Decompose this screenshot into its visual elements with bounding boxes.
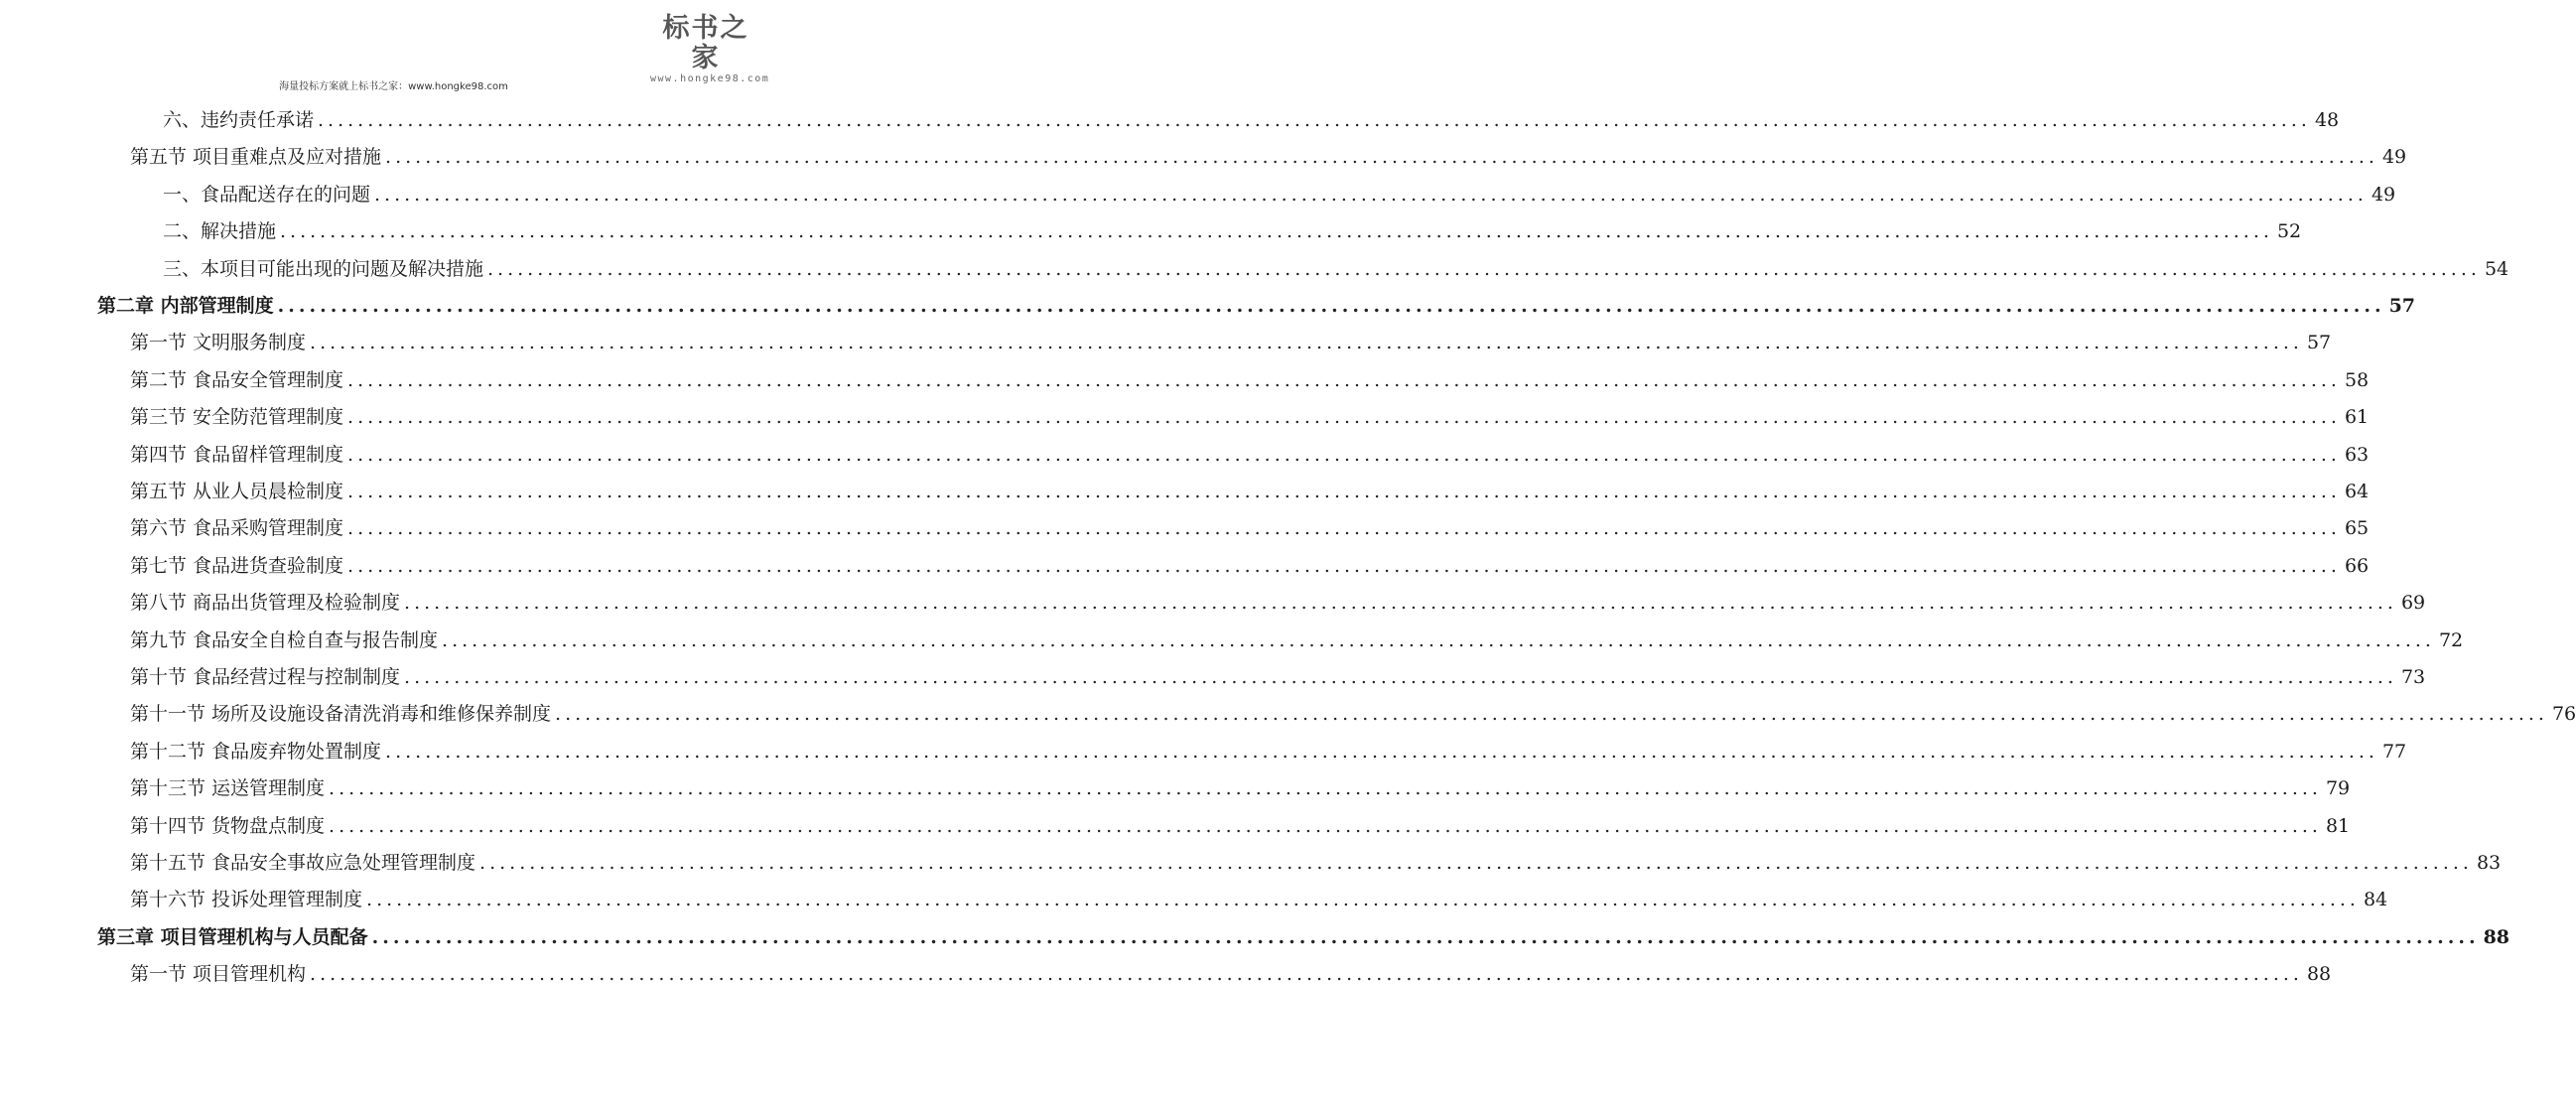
toc-entry[interactable] <box>163 252 2509 282</box>
toc-entry-page: 77 <box>2381 740 2407 763</box>
toc-entry-title: 第十节 食品经营过程与控制制度 <box>130 666 401 688</box>
toc-entry-title: 第六节 食品采购管理制度 <box>130 517 344 540</box>
toc-entry-page: 61 <box>2344 406 2370 429</box>
toc-entry-page: 83 <box>2476 852 2502 874</box>
toc-entry-page: 84 <box>2363 889 2388 911</box>
toc-entry-title: 第二节 食品安全管理制度 <box>130 368 344 391</box>
toc-entry[interactable] <box>130 660 2426 690</box>
toc-entry-page: 73 <box>2400 666 2426 688</box>
toc-entry[interactable] <box>130 809 2351 839</box>
toc-entry[interactable] <box>130 586 2426 616</box>
toc-entry[interactable] <box>163 178 2396 208</box>
toc-entry[interactable] <box>130 400 2370 430</box>
toc-dot-leader: ........................................................................................................................................................................................................ <box>347 368 2341 391</box>
toc-entry[interactable] <box>130 735 2407 765</box>
toc-entry[interactable] <box>130 549 2370 579</box>
toc-entry-page: 48 <box>2314 109 2340 131</box>
toc-entry-title: 第一节 文明服务制度 <box>130 332 307 354</box>
toc-entry-page: 76 <box>2551 703 2576 726</box>
toc-entry-title: 第五节 项目重难点及应对措施 <box>130 146 382 169</box>
toc-dot-leader: ........................................................................................................................................................................................................ <box>347 517 2341 540</box>
toc-dot-leader: ........................................................................................................................................................................................................ <box>280 220 2273 243</box>
toc-entry-page: 63 <box>2344 443 2370 466</box>
toc-dot-leader: ........................................................................................................................................................................................................ <box>329 814 2322 837</box>
toc-entry-title: 三、本项目可能出现的问题及解决措施 <box>163 257 484 280</box>
toc-dot-leader: ........................................................................................................................................................................................................ <box>347 406 2341 429</box>
toc-entry[interactable] <box>130 438 2370 468</box>
toc-entry-title: 第一节 项目管理机构 <box>130 963 307 986</box>
toc-dot-leader: ........................................................................................................................................................................................................ <box>385 740 2378 763</box>
toc-entry-page: 88 <box>2306 963 2332 986</box>
toc-entry[interactable] <box>130 771 2351 801</box>
toc-dot-leader: ........................................................................................................................................................................................................ <box>310 963 2303 986</box>
toc-dot-leader: ........................................................................................................................................................................................................ <box>555 703 2548 726</box>
toc-entry-page: 49 <box>2371 183 2396 206</box>
toc-entry-title: 第十一节 场所及设施设备清洗消毒和维修保养制度 <box>130 703 552 726</box>
toc-entry-title: 第十五节 食品安全事故应急处理管理制度 <box>130 852 476 874</box>
toc-entry-page: 79 <box>2325 777 2351 800</box>
toc-dot-leader: ........................................................................................................................................................................................................ <box>318 109 2311 131</box>
toc-entry-page: 54 <box>2484 257 2509 280</box>
toc-entry-title: 一、食品配送存在的问题 <box>163 183 371 206</box>
toc-dot-leader: ........................................................................................................................................................................................................ <box>404 592 2397 615</box>
toc-dot-leader: ........................................................................................................................................................................................................ <box>371 925 2480 948</box>
toc-entry-title: 第七节 食品进货查验制度 <box>130 554 344 577</box>
toc-entry[interactable] <box>130 846 2502 876</box>
toc-entry[interactable] <box>130 624 2464 653</box>
toc-entry-page: 57 <box>2306 332 2332 354</box>
toc-entry-page: 72 <box>2438 628 2464 651</box>
toc-entry-page: 81 <box>2325 814 2351 837</box>
toc-dot-leader: ........................................................................................................................................................................................................ <box>374 183 2368 206</box>
toc-entry-title: 第九节 食品安全自检自查与报告制度 <box>130 628 439 651</box>
toc-dot-leader: ........................................................................................................................................................................................................ <box>310 332 2303 354</box>
toc-dot-leader: ........................................................................................................................................................................................................ <box>487 257 2481 280</box>
toc-entry-page: 57 <box>2388 295 2416 317</box>
toc-entry-page: 64 <box>2344 481 2370 502</box>
toc-entry-page: 69 <box>2400 592 2426 615</box>
toc-entry[interactable] <box>97 289 2416 319</box>
toc-entry-page: 52 <box>2276 220 2302 243</box>
toc-entry-title: 第二章 内部管理制度 <box>97 295 274 317</box>
toc-entry-page: 58 <box>2344 368 2370 391</box>
toc-dot-leader: ........................................................................................................................................................................................................ <box>347 443 2341 466</box>
toc-dot-leader: ........................................................................................................................................................................................................ <box>277 295 2385 317</box>
toc-entry-title: 第三节 安全防范管理制度 <box>130 406 344 429</box>
toc-entry[interactable] <box>130 697 2576 727</box>
toc-dot-leader: ........................................................................................................................................................................................................ <box>347 481 2341 502</box>
toc-entry-title: 二、解决措施 <box>163 220 277 243</box>
toc-dot-leader: ........................................................................................................................................................................................................ <box>366 889 2360 911</box>
toc-entry[interactable] <box>130 140 2407 170</box>
toc-entry-page: 88 <box>2483 925 2510 948</box>
toc-entry-title: 第三章 项目管理机构与人员配备 <box>97 925 368 948</box>
toc-entry[interactable] <box>130 326 2332 355</box>
toc-dot-leader: ........................................................................................................................................................................................................ <box>329 777 2322 800</box>
toc-entry-title: 六、违约责任承诺 <box>163 109 315 131</box>
toc-entry[interactable] <box>130 363 2370 393</box>
toc-dot-leader: ........................................................................................................................................................................................................ <box>479 852 2473 874</box>
toc-entry[interactable] <box>130 957 2332 987</box>
toc-dot-leader: ........................................................................................................................................................................................................ <box>385 146 2378 169</box>
toc-dot-leader: ........................................................................................................................................................................................................ <box>404 666 2397 688</box>
toc-entry[interactable] <box>163 214 2302 244</box>
toc-entry[interactable] <box>97 920 2510 950</box>
toc-entry-title: 第八节 商品出货管理及检验制度 <box>130 592 401 615</box>
toc-entry-title: 第四节 食品留样管理制度 <box>130 443 344 466</box>
toc-entry-page: 65 <box>2344 517 2370 540</box>
toc-entry-title: 第十二节 食品废弃物处置制度 <box>130 740 382 763</box>
header-note: 海量投标方案就上标书之家：www.hongke98.com <box>279 81 508 92</box>
toc-entry-page: 66 <box>2344 554 2370 577</box>
toc-dot-leader: ........................................................................................................................................................................................................ <box>442 628 2435 651</box>
logo-url: www.hongke98.com <box>650 73 770 84</box>
toc-entry-title: 第十六节 投诉处理管理制度 <box>130 889 363 911</box>
toc-entry[interactable] <box>130 883 2388 912</box>
toc-entry-page: 49 <box>2381 146 2407 169</box>
toc-entry-title: 第十四节 货物盘点制度 <box>130 814 326 837</box>
logo-name: 标书之家 <box>662 13 749 73</box>
toc-entry[interactable] <box>163 103 2340 133</box>
toc-dot-leader: ........................................................................................................................................................................................................ <box>347 554 2341 577</box>
toc-entry[interactable] <box>130 511 2370 541</box>
toc-entry[interactable] <box>130 475 2370 504</box>
toc-entry-title: 第五节 从业人员晨检制度 <box>130 481 344 502</box>
site-logo <box>650 13 770 85</box>
toc-entry-title: 第十三节 运送管理制度 <box>130 777 326 800</box>
